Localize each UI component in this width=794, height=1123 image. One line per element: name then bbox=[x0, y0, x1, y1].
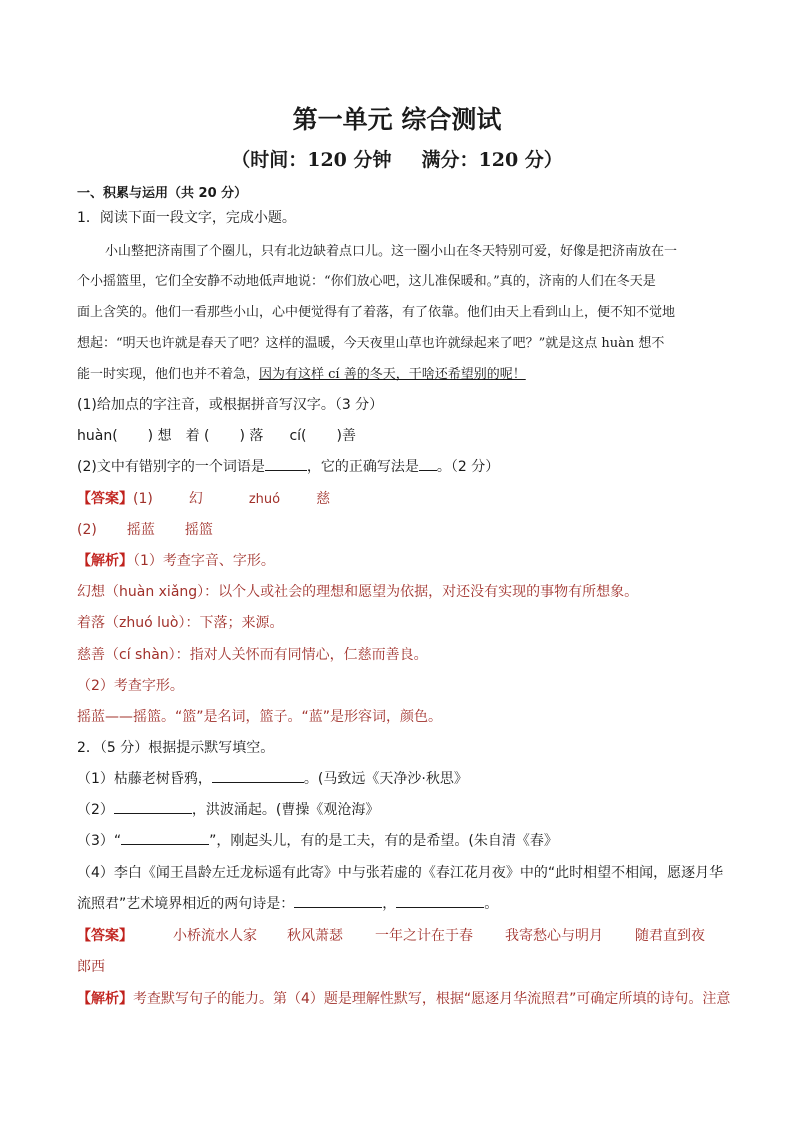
question-1-stem: 1．阅读下面一段文字，完成小题。 bbox=[77, 210, 296, 226]
answer-value: 随君直到夜 bbox=[635, 928, 705, 944]
item-ci-open: cí( bbox=[289, 428, 307, 444]
answer-value: 秋风萧瑟 bbox=[287, 928, 343, 944]
answer-value: 一年之计在于春 bbox=[375, 928, 473, 944]
section-heading: 一、积累与运用（共 20 分） bbox=[77, 186, 248, 201]
answer-blank bbox=[265, 458, 307, 471]
answer-value: 我寄愁心与明月 bbox=[505, 928, 603, 944]
item-ci-close: )善 bbox=[336, 428, 356, 444]
answer-blank bbox=[212, 770, 304, 783]
subtitle-time: （时间：120 分钟 bbox=[231, 149, 392, 171]
passage-line-4: 想起：“明天也许就是春天了吧？这样的温暖，今天夜里山草也许就绿起来了吧？”就是这点 huàn 想不 bbox=[77, 336, 665, 351]
q1-answer-2 bbox=[77, 519, 213, 539]
passage-line-5 bbox=[77, 363, 526, 382]
q1-sub2 bbox=[77, 456, 499, 476]
answer-blank bbox=[419, 458, 437, 471]
analysis-text: （1）考查字音、字形。 bbox=[133, 553, 275, 569]
answer-blank bbox=[114, 801, 192, 814]
q2-item-text: 流照君”艺术境界相近的两句诗是： bbox=[77, 896, 295, 912]
q1-analysis-2: 幻想（huàn xiǎng）：以个人或社会的理想和愿望为依据，对还没有实现的事物有所想象。 bbox=[77, 584, 639, 600]
passage-line-5-plain: 能一时实现，他们也并不着急， bbox=[77, 367, 260, 382]
answer-blank bbox=[121, 832, 209, 845]
question-2-stem: 2．（5 分）根据提示默写填空。 bbox=[77, 740, 275, 756]
q2-answer bbox=[77, 925, 705, 945]
q1-sub1: (1)给加点的字注音，或根据拼音写汉字。（3 分） bbox=[77, 397, 384, 413]
q1-analysis-4: 慈善（cí shàn）：指对人关怀而有同情心，仁慈而善良。 bbox=[77, 647, 428, 663]
answer-tag: 【答案】 bbox=[77, 491, 133, 507]
analysis-tag: 【解析】 bbox=[77, 553, 133, 569]
q2-item-4-line-1: （4）李白《闻王昌龄左迁龙标遥有此寄》中与张若虚的《春江花月夜》中的“此时相望不相闻，愿逐月华 bbox=[77, 865, 724, 881]
q2-item-text: （2） bbox=[77, 802, 114, 818]
q1-sub1-items bbox=[77, 425, 356, 445]
q1-analysis-5: （2）考查字形。 bbox=[77, 678, 184, 694]
q1-answer-1 bbox=[77, 488, 330, 508]
item-huan-open: huàn( bbox=[77, 428, 118, 444]
q2-item-1 bbox=[77, 768, 468, 788]
answer-value: 幻 bbox=[188, 491, 203, 507]
passage-line-2: 个小摇篮里，它们全安静不动地低声地说：“你们放心吧，这儿准保暖和。”真的，济南的人们在冬天是 bbox=[77, 274, 656, 289]
answer-num: (2) bbox=[77, 522, 97, 538]
answer-value: 摇篮 bbox=[184, 522, 213, 538]
analysis-text: 考查默写句子的能力。第（4）题是理解性默写，根据“愿逐月华流照君”可确定所填的诗句。注意 bbox=[133, 991, 731, 1007]
q2-item-source: 。(马致远《天净沙·秋思》 bbox=[303, 771, 468, 787]
passage-line-1: 小山整把济南围了个圈儿，只有北边缺着点口儿。这一圈小山在冬天特别可爱，好像是把济南放在一 bbox=[105, 244, 678, 259]
page-subtitle bbox=[0, 145, 794, 172]
answer-blank bbox=[294, 895, 382, 908]
answer-blank bbox=[396, 895, 484, 908]
passage-underlined-phrase: 因为有这样 cí 善的冬天，干啥还希望别的呢！ bbox=[259, 367, 526, 382]
q2-item-text: （3）“ bbox=[77, 833, 122, 849]
q2-item-source: ，洪波涌起。(曹操《观沧海》 bbox=[191, 802, 380, 818]
q1-analysis-1 bbox=[77, 550, 275, 570]
passage-line-3: 面上含笑的。他们一看那些小山，心中便觉得有了着落，有了依靠。他们由天上看到山上，便不知不觉地 bbox=[77, 305, 676, 320]
q2-item-4-line-2 bbox=[77, 893, 498, 913]
answer-value: 小桥流水人家 bbox=[173, 928, 257, 944]
item-huan-close: ) 想 bbox=[147, 428, 172, 444]
q2-item-source: ”，刚起头儿，有的是工夫，有的是希望。(朱自清《春》 bbox=[209, 833, 558, 849]
answer-value: zhuó bbox=[248, 492, 281, 507]
q2-answer-wrap: 郎西 bbox=[77, 959, 105, 975]
subtitle-score: 满分：120 分） bbox=[421, 149, 563, 171]
q1-sub2-prompt: (2)文中有错别字的一个词语是 bbox=[77, 459, 265, 475]
answer-value: 摇蓝 bbox=[126, 522, 155, 538]
q2-item-punct: 。 bbox=[484, 896, 499, 912]
q2-item-text: （1）枯藤老树昏鸦， bbox=[77, 771, 212, 787]
q2-item-punct: ， bbox=[382, 896, 397, 912]
q1-sub2-score: 。（2 分） bbox=[436, 459, 500, 475]
q1-sub2-middle: ，它的正确写法是 bbox=[306, 459, 419, 475]
q2-item-2 bbox=[77, 799, 379, 819]
analysis-tag: 【解析】 bbox=[77, 991, 133, 1007]
q1-analysis-3: 着落（zhuó luò）：下落；来源。 bbox=[77, 615, 284, 631]
answer-num: (1) bbox=[133, 491, 153, 507]
answer-value: 慈 bbox=[316, 491, 331, 507]
item-zhuo-close: ) 落 bbox=[239, 428, 264, 444]
q2-item-3 bbox=[77, 830, 558, 850]
answer-tag: 【答案】 bbox=[77, 928, 133, 944]
q1-analysis-6: 摇蓝——摇篮。“篮”是名词，篮子。“蓝”是形容词，颜色。 bbox=[77, 709, 443, 725]
item-zhuo-open: 着 ( bbox=[185, 428, 210, 444]
page-title: 第一单元 综合测试 bbox=[292, 105, 502, 134]
q2-analysis bbox=[77, 988, 730, 1008]
